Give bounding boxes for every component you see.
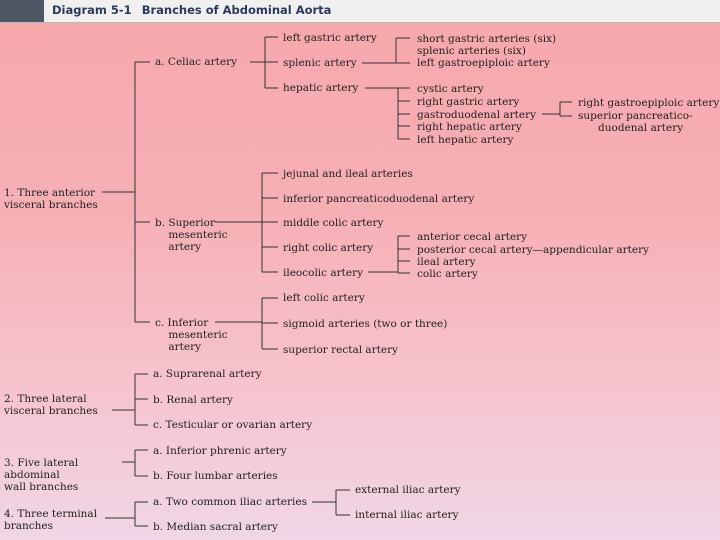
group-terminal-text: 4. Three terminal branches	[4, 508, 98, 532]
ileocolic-artery: ileocolic artery	[283, 267, 364, 279]
inferior-mesenteric-text: c. Inferior mesenteric artery	[155, 317, 228, 353]
right-gastroepiploic-artery: right gastroepiploic artery	[578, 97, 720, 109]
superior-mesenteric-text: b. Superior mesenteric artery	[155, 217, 228, 253]
inferior-phrenic-artery: a. Inferior phrenic artery	[153, 445, 287, 457]
left-gastric-artery: left gastric artery	[283, 32, 377, 44]
left-gastroepiploic-artery: left gastroepiploic artery	[417, 57, 550, 69]
superior-rectal-artery: superior rectal artery	[283, 344, 399, 356]
short-gastric-arteries: short gastric arteries (six)	[417, 33, 557, 45]
left-hepatic-artery: left hepatic artery	[417, 134, 514, 146]
group-lateral-visceral	[4, 393, 98, 417]
diagram-number: Diagram 5-1	[52, 3, 132, 17]
posterior-cecal-artery: posterior cecal artery—appendicular artery	[417, 244, 650, 256]
internal-iliac-artery: internal iliac artery	[355, 509, 459, 521]
testicular-ovarian-artery: c. Testicular or ovarian artery	[153, 419, 313, 431]
anterior-cecal-artery: anterior cecal artery	[417, 231, 528, 243]
right-colic-artery: right colic artery	[283, 242, 374, 254]
group-anterior-visceral	[4, 187, 98, 211]
hepatic-artery: hepatic artery	[283, 82, 359, 94]
right-gastric-artery: right gastric artery	[417, 96, 520, 108]
superior-mesenteric-artery-label	[155, 217, 228, 253]
inferior-mesenteric-artery-label	[155, 317, 228, 353]
ileal-artery: ileal artery	[417, 256, 476, 268]
median-sacral-artery: b. Median sacral artery	[153, 521, 278, 533]
group-abdominal-wall	[4, 457, 78, 493]
common-iliac-arteries: a. Two common iliac arteries	[153, 496, 307, 508]
splenic-artery: splenic artery	[283, 57, 357, 69]
left-colic-artery: left colic artery	[283, 292, 365, 304]
superior-pancreaticoduodenal-text: superior pancreatico- duodenal artery	[578, 110, 693, 134]
lumbar-arteries: b. Four lumbar arteries	[153, 470, 278, 482]
group-anterior-text: 1. Three anterior visceral branches	[4, 187, 98, 211]
renal-artery: b. Renal artery	[153, 394, 233, 406]
superior-pancreaticoduodenal-artery	[578, 110, 693, 134]
cystic-artery: cystic artery	[417, 83, 484, 95]
group-lateral-text: 2. Three lateral visceral branches	[4, 393, 98, 417]
right-hepatic-artery: right hepatic artery	[417, 121, 522, 133]
suprarenal-artery: a. Suprarenal artery	[153, 368, 262, 380]
diagram-heading: Branches of Abdominal Aorta	[141, 3, 332, 17]
inferior-pancreaticoduodenal-artery: inferior pancreaticoduodenal artery	[283, 193, 475, 205]
group-wall-text: 3. Five lateral abdominal wall branches	[4, 457, 79, 493]
group-terminal	[4, 508, 97, 532]
jejunal-ileal-arteries: jejunal and ileal arteries	[283, 168, 413, 180]
celiac-artery-label: a. Celiac artery	[155, 56, 238, 68]
gastroduodenal-artery: gastroduodenal artery	[417, 109, 537, 121]
middle-colic-artery: middle colic artery	[283, 217, 384, 229]
sigmoid-arteries: sigmoid arteries (two or three)	[283, 318, 448, 330]
colic-artery: colic artery	[417, 268, 478, 280]
splenic-arteries-six: splenic arteries (six)	[417, 45, 526, 57]
external-iliac-artery: external iliac artery	[355, 484, 461, 496]
